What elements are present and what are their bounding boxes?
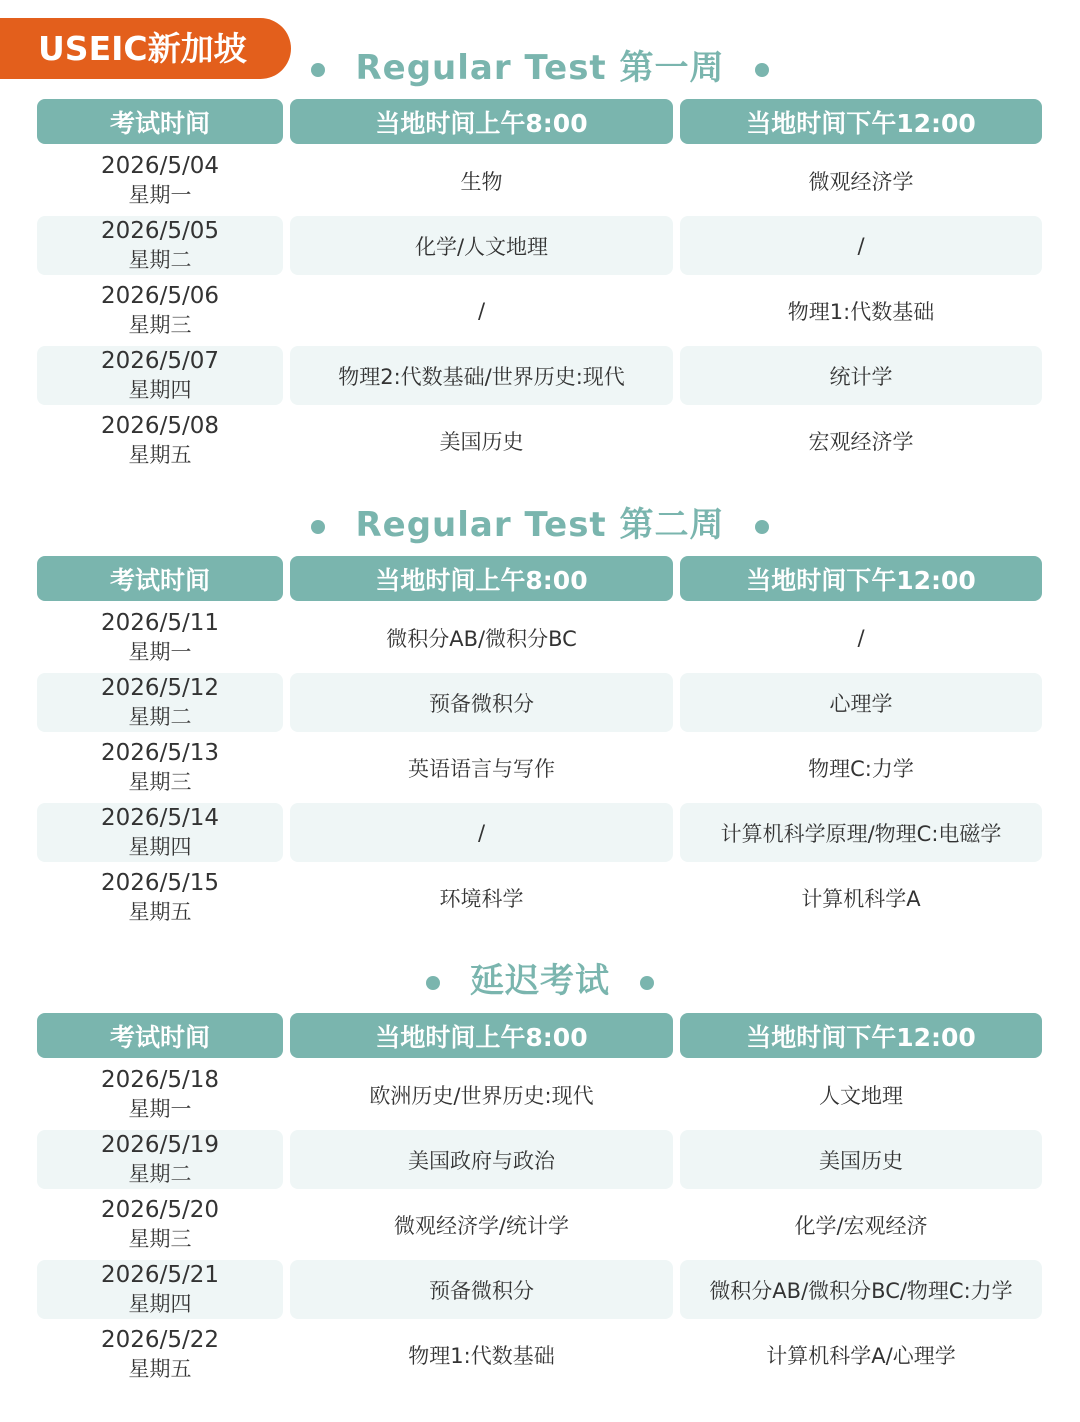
morning-exam: 物理1:代数基础 bbox=[408, 1343, 555, 1368]
date-cell bbox=[37, 735, 283, 800]
afternoon-exam: 物理1:代数基础 bbox=[787, 299, 935, 324]
section-title-text: 延迟考试 bbox=[470, 961, 610, 1001]
date-cell bbox=[37, 865, 283, 930]
table-row bbox=[37, 1257, 1043, 1322]
table-row bbox=[37, 343, 1043, 408]
date: 2026/5/07 bbox=[101, 347, 219, 374]
table-row bbox=[37, 1192, 1043, 1257]
date: 2026/5/06 bbox=[101, 282, 219, 309]
date-cell bbox=[37, 673, 283, 732]
afternoon-exam: 宏观经济学 bbox=[808, 429, 914, 454]
bullet-dot-icon bbox=[755, 520, 769, 534]
section-title-text: Regular Test 第一周 bbox=[355, 48, 725, 88]
brand-badge: USEIC新加坡 bbox=[0, 18, 291, 79]
morning-exam: 美国政府与政治 bbox=[290, 1130, 673, 1189]
morning-exam: / bbox=[477, 298, 486, 323]
morning-exam: 英语语言与写作 bbox=[408, 756, 555, 781]
bullet-dot-icon bbox=[311, 520, 325, 534]
table-row bbox=[37, 1062, 1043, 1127]
morning-exam: 物理2:代数基础/世界历史:现代 bbox=[290, 346, 673, 405]
morning-exam: / bbox=[290, 803, 673, 862]
table-header bbox=[37, 1013, 1043, 1058]
weekday: 星期三 bbox=[128, 312, 192, 337]
afternoon-exam: 微观经济学 bbox=[808, 169, 914, 194]
table-row bbox=[37, 1127, 1043, 1192]
table-row bbox=[37, 1322, 1043, 1387]
table-row bbox=[37, 605, 1043, 670]
weekday: 星期一 bbox=[128, 1096, 192, 1121]
section-title-text: Regular Test 第二周 bbox=[355, 505, 725, 545]
table-row bbox=[37, 148, 1043, 213]
afternoon-exam: 人文地理 bbox=[819, 1083, 903, 1108]
date-cell bbox=[37, 278, 283, 343]
date: 2026/5/15 bbox=[101, 869, 219, 896]
weekday: 星期四 bbox=[128, 834, 192, 859]
table-row bbox=[37, 278, 1043, 343]
table-row bbox=[37, 735, 1043, 800]
section-title bbox=[0, 40, 1080, 89]
date: 2026/5/19 bbox=[101, 1131, 219, 1158]
bullet-dot-icon bbox=[311, 63, 325, 77]
schedule-table bbox=[37, 556, 1043, 930]
date-cell bbox=[37, 1260, 283, 1319]
afternoon-exam: 计算机科学原理/物理C:电磁学 bbox=[680, 803, 1042, 862]
weekday: 星期四 bbox=[128, 1291, 192, 1316]
table-row bbox=[37, 670, 1043, 735]
morning-exam: 预备微积分 bbox=[290, 1260, 673, 1319]
column-header: 当地时间下午12:00 bbox=[680, 99, 1042, 144]
afternoon-exam: 物理C:力学 bbox=[808, 756, 914, 781]
date-cell bbox=[37, 408, 283, 473]
date-cell bbox=[37, 1192, 283, 1257]
date: 2026/5/12 bbox=[101, 674, 219, 701]
bullet-dot-icon bbox=[426, 976, 440, 990]
date: 2026/5/21 bbox=[101, 1261, 219, 1288]
bullet-dot-icon bbox=[640, 976, 654, 990]
morning-exam: 生物 bbox=[460, 169, 503, 194]
date: 2026/5/18 bbox=[101, 1066, 219, 1093]
date-cell bbox=[37, 346, 283, 405]
weekday: 星期五 bbox=[128, 899, 192, 924]
column-header: 当地时间上午8:00 bbox=[290, 99, 673, 144]
afternoon-exam: 心理学 bbox=[680, 673, 1042, 732]
schedule-table bbox=[37, 1013, 1043, 1387]
morning-exam: 预备微积分 bbox=[290, 673, 673, 732]
weekday: 星期二 bbox=[128, 704, 192, 729]
afternoon-exam: 计算机科学A/心理学 bbox=[766, 1343, 956, 1368]
weekday: 星期一 bbox=[128, 639, 192, 664]
afternoon-exam: / bbox=[857, 625, 865, 650]
afternoon-exam: 化学/宏观经济 bbox=[794, 1213, 928, 1238]
date-cell bbox=[37, 1062, 283, 1127]
morning-exam: 微观经济学/统计学 bbox=[393, 1213, 570, 1238]
weekday: 星期二 bbox=[128, 1161, 192, 1186]
table-row bbox=[37, 800, 1043, 865]
table-header bbox=[37, 556, 1043, 601]
weekday: 星期三 bbox=[128, 1226, 192, 1251]
weekday: 星期五 bbox=[128, 1356, 192, 1381]
afternoon-exam: 计算机科学A bbox=[801, 886, 921, 911]
column-header: 考试时间 bbox=[37, 99, 283, 144]
morning-exam: 微积分AB/微积分BC bbox=[386, 626, 577, 651]
date-cell bbox=[37, 1130, 283, 1189]
date: 2026/5/04 bbox=[101, 152, 219, 179]
weekday: 星期一 bbox=[128, 182, 192, 207]
afternoon-exam: 统计学 bbox=[680, 346, 1042, 405]
column-header: 考试时间 bbox=[37, 556, 283, 601]
date: 2026/5/05 bbox=[101, 217, 219, 244]
afternoon-exam: 微积分AB/微积分BC/物理C:力学 bbox=[680, 1260, 1042, 1319]
section-title bbox=[0, 497, 1080, 546]
column-header: 当地时间下午12:00 bbox=[680, 1013, 1042, 1058]
bullet-dot-icon bbox=[755, 63, 769, 77]
morning-exam: 化学/人文地理 bbox=[290, 216, 673, 275]
date: 2026/5/20 bbox=[101, 1196, 219, 1223]
date-cell bbox=[37, 216, 283, 275]
date-cell bbox=[37, 148, 283, 213]
morning-exam: 环境科学 bbox=[439, 886, 524, 911]
date: 2026/5/22 bbox=[101, 1326, 219, 1353]
afternoon-exam: / bbox=[680, 216, 1042, 275]
date-cell bbox=[37, 1322, 283, 1387]
weekday: 星期二 bbox=[128, 247, 192, 272]
date-cell bbox=[37, 803, 283, 862]
date-cell bbox=[37, 605, 283, 670]
section-title bbox=[0, 953, 1080, 1002]
column-header: 当地时间下午12:00 bbox=[680, 556, 1042, 601]
date: 2026/5/13 bbox=[101, 739, 219, 766]
table-row bbox=[37, 213, 1043, 278]
date: 2026/5/14 bbox=[101, 804, 219, 831]
morning-exam: 欧洲历史/世界历史:现代 bbox=[369, 1083, 594, 1108]
table-row bbox=[37, 408, 1043, 473]
schedule-table bbox=[37, 99, 1043, 473]
afternoon-exam: 美国历史 bbox=[680, 1130, 1042, 1189]
table-row bbox=[37, 865, 1043, 930]
weekday: 星期三 bbox=[128, 769, 192, 794]
date: 2026/5/11 bbox=[101, 609, 219, 636]
date: 2026/5/08 bbox=[101, 412, 219, 439]
table-header bbox=[37, 99, 1043, 144]
weekday: 星期五 bbox=[128, 442, 192, 467]
weekday: 星期四 bbox=[128, 377, 192, 402]
morning-exam: 美国历史 bbox=[439, 429, 524, 454]
column-header: 当地时间上午8:00 bbox=[290, 556, 673, 601]
column-header: 考试时间 bbox=[37, 1013, 283, 1058]
column-header: 当地时间上午8:00 bbox=[290, 1013, 673, 1058]
